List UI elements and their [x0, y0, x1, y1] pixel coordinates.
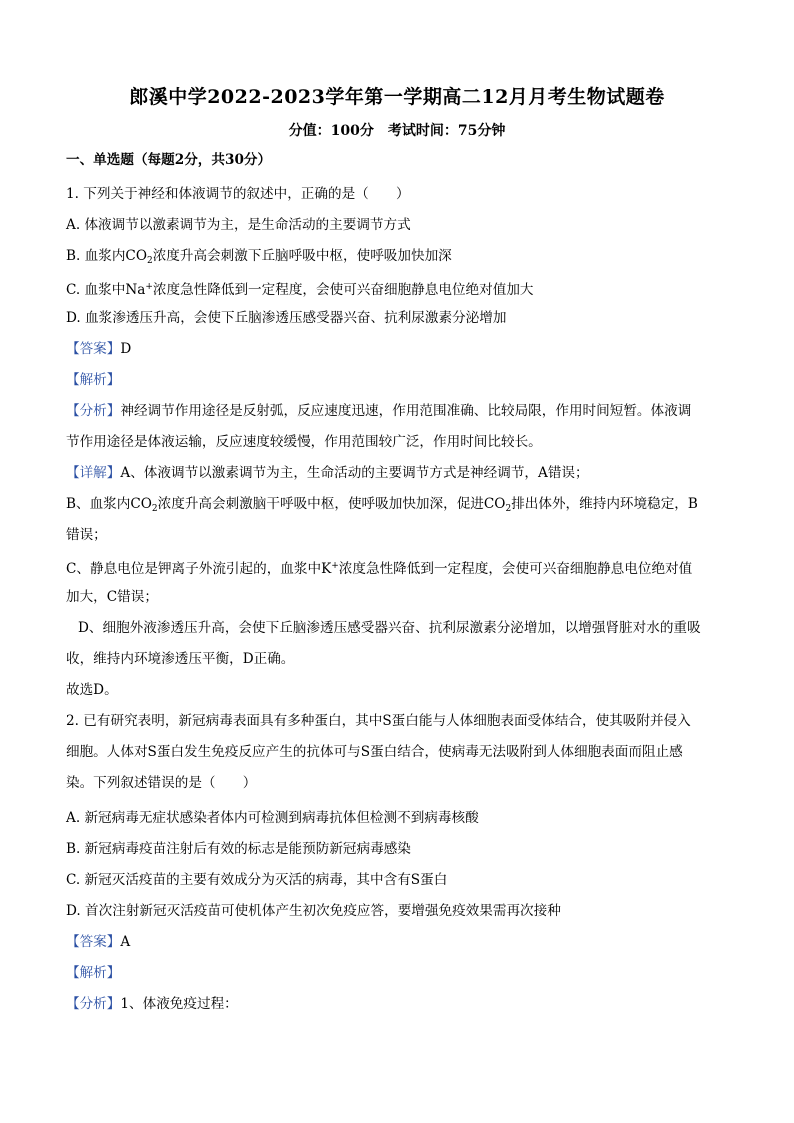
- q1-detail-c-cont: 加大，C错误；: [66, 589, 158, 605]
- q1-option-a: A. 体液调节以激素调节为主，是生命活动的主要调节方式: [66, 217, 411, 233]
- q1-conclusion: 故选D。: [66, 682, 118, 698]
- q2-answer: 【答案】A: [66, 934, 131, 950]
- q2-option-b: B. 新冠病毒疫苗注射后有效的标志是能预防新冠病毒感染: [66, 841, 411, 857]
- q1-detail-b-cont: 错误；: [66, 527, 107, 543]
- q2-analysis-label: 【解析】: [66, 965, 121, 981]
- q2-stem-2: 细胞。人体对S蛋白发生免疫反应产生的抗体可与S蛋白结合，使病毒无法吸附到人体细胞表面而阻止感: [66, 744, 683, 760]
- q1-detail-d-cont: 收，维持内环境渗透压平衡，D正确。: [66, 651, 295, 667]
- q1-detail-a: 【详解】A、体液调节以激素调节为主，生命活动的主要调节方式是神经调节，A错误；: [66, 465, 589, 481]
- q1-option-d: D. 血浆渗透压升高，会使下丘脑渗透压感受器兴奋、抗利尿激素分泌增加: [66, 310, 507, 326]
- section-heading: 一、单选题（每题2分，共30分）: [66, 152, 272, 168]
- score-time-info: 分值：100分 考试时间：75分钟: [288, 123, 506, 139]
- q1-option-b: B. 血浆内$CO_2$浓度升高会刺激下丘脑呼吸中枢，使呼吸加快加深: [66, 248, 452, 266]
- q2-stem-3: 染。下列叙述错误的是（ ）: [66, 775, 257, 791]
- q2-option-c: C. 新冠灭活疫苗的主要有效成分为灭活的病毒，其中含有S蛋白: [66, 872, 448, 888]
- q2-stem-1: 2. 已有研究表明，新冠病毒表面具有多种蛋白，其中S蛋白能与人体细胞表面受体结合，使其吸附并侵入: [66, 713, 691, 729]
- q1-option-c: C. 血浆中Na+浓度急性降低到一定程度，会使可兴奋细胞静息电位绝对值加大: [66, 282, 534, 298]
- q1-answer: 【答案】D: [66, 341, 132, 357]
- q1-fenxi-2: 节作用途径是体液运输，反应速度较缓慢，作用范围较广泛，作用时间比较长。: [66, 434, 542, 450]
- q1-stem: 1. 下列关于神经和体液调节的叙述中，正确的是（ ）: [66, 186, 410, 202]
- q1-detail-c: C、静息电位是钾离子外流引起的，血浆中K+浓度急性降低到一定程度，会使可兴奋细胞静息电位绝对值: [66, 561, 693, 577]
- page-title: 郎溪中学2022-2023学年第一学期高二12月月考生物试题卷: [129, 86, 665, 108]
- q1-analysis-label: 【解析】: [66, 372, 121, 388]
- q2-fenxi-1: 【分析】1、体液免疫过程：: [66, 996, 238, 1012]
- q2-option-d: D. 首次注射新冠灭活疫苗可使机体产生初次免疫应答，要增强免疫效果需再次接种: [66, 903, 561, 919]
- q1-detail-d: D、细胞外液渗透压升高，会使下丘脑渗透压感受器兴奋、抗利尿激素分泌增加，以增强肾脏对水的重吸: [78, 620, 701, 636]
- q1-fenxi-1: 【分析】神经调节作用途径是反射弧，反应速度迅速，作用范围准确、比较局限，作用时间短暂。体液调: [66, 403, 692, 419]
- q2-option-a: A. 新冠病毒无症状感染者体内可检测到病毒抗体但检测不到病毒核酸: [66, 810, 479, 826]
- q1-detail-b: B、血浆内$CO_2$浓度升高会刺激脑干呼吸中枢，使呼吸加快加深，促进$CO_2$排出体外，维持内环境稳定，B: [66, 496, 698, 514]
